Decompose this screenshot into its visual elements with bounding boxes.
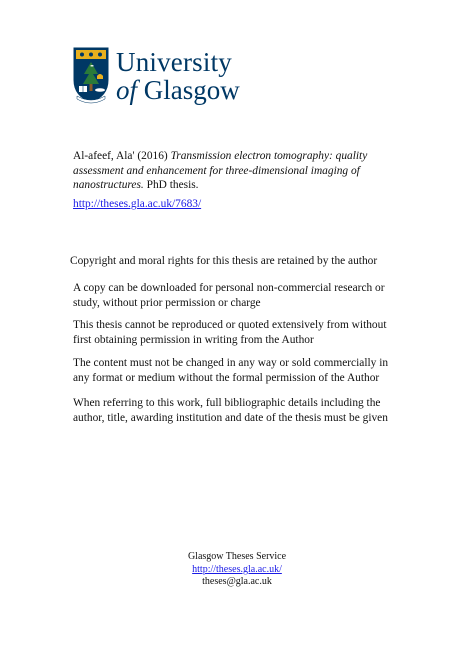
rights-statement-download: A copy can be downloaded for personal non-commercial research or study, without prior permission or charge [73, 282, 385, 309]
wordmark-of: of [116, 75, 138, 105]
rights-statement-reproduction: This thesis cannot be reproduced or quoted extensively from without first obtaining permission in writing from the Author [73, 319, 387, 346]
citation-author-year: Al-afeef, Ala' (2016) [73, 150, 171, 162]
university-logo [72, 46, 240, 104]
citation-title: Transmission electron tomography: quality assessment and enhancement for three-dimensional imaging of nanostructures. [73, 150, 368, 191]
rights-statement-content: The content must not be changed in any way or sold commercially in any format or medium without the formal permission of the Author [73, 357, 389, 384]
thesis-url-link[interactable]: http://theses.gla.ac.uk/7683/ [73, 198, 202, 210]
rights-statement-referencing: When referring to this work, full bibliographic details including the author, title, awarding institution and date of the thesis must be given [73, 397, 388, 424]
university-wordmark [116, 46, 240, 104]
footer-service-name: Glasgow Theses Service [187, 551, 287, 562]
rights-heading: Copyright and moral rights for this thesis are retained by the author [70, 255, 378, 267]
wordmark-glasgow: Glasgow [143, 75, 240, 105]
citation-suffix: PhD thesis. [143, 179, 199, 191]
thesis-link-line [73, 197, 201, 211]
footer-url-link[interactable]: http://theses.gla.ac.uk/ [192, 563, 282, 575]
footer-email[interactable]: theses@gla.ac.uk [202, 576, 272, 587]
university-crest-icon [72, 46, 110, 104]
wordmark-line-1: University [116, 47, 232, 77]
footer-url-line [0, 564, 474, 577]
thesis-citation [73, 149, 393, 193]
wordmark-line-2 [116, 77, 240, 104]
theses-service-footer [0, 551, 474, 589]
